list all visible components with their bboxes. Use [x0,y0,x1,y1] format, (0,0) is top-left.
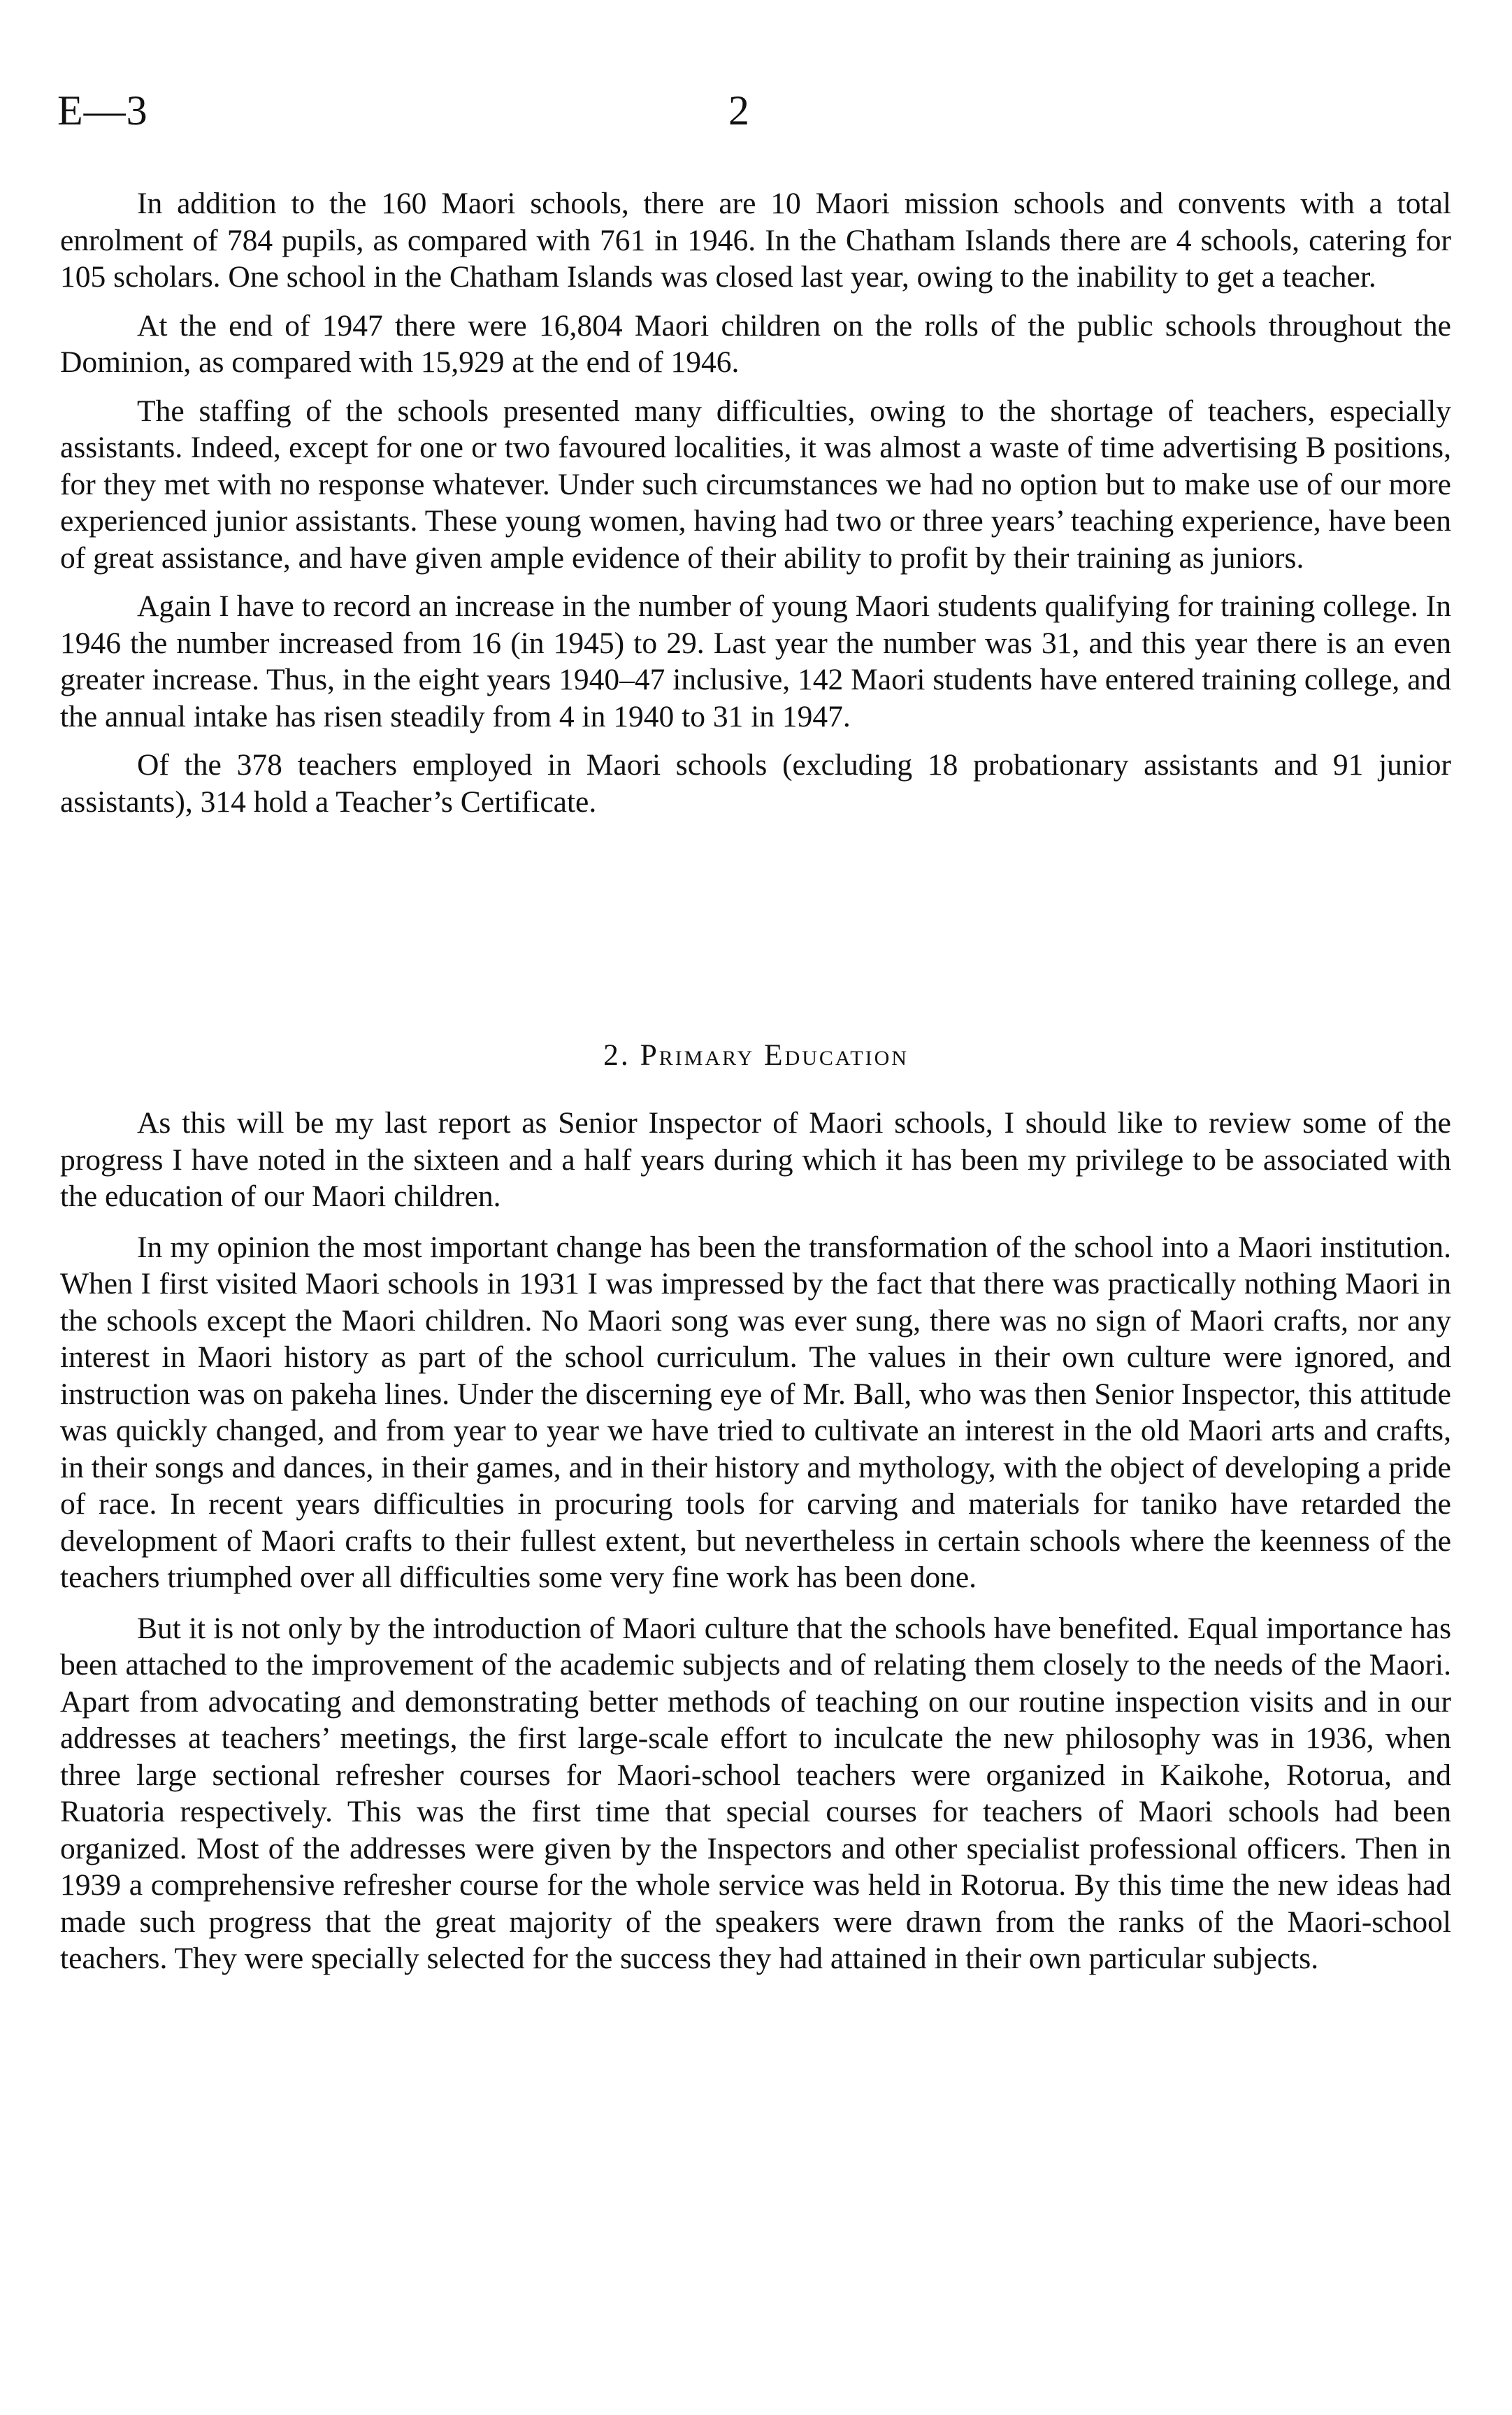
paragraph-staffing: The staffing of the schools presented many difficulties, owing to the shortage of teachers, especially assistants. Indeed, except for one or two favoured localities, it was almost a waste of time advertising B positions, for they met with no response whatever. Under such circumstances we had no option but to make use of our more experienced junior assistants. These young women, having had two or three years’ teaching experience, have been of great assistance, and have given ample evidence of their ability to profit by their training as juniors. [60,394,1451,575]
primary-education-section [60,1105,1451,1977]
page-number: 2 [728,87,749,134]
paragraph-maori-institution: In my opinion the most important change has been the transformation of the school into a Maori institution. When I first visited Maori schools in 1931 I was impressed by the fact that there was practically nothing Maori in the schools except the Maori children. No Maori song was ever sung, there was no sign of Maori crafts, nor any interest in Maori history as part of the school curriculum. The values in their own culture were ignored, and instruction was on pakeha lines. Under the discerning eye of Mr. Ball, who was then Senior Inspector, this attitude was quickly changed, and from year to year we have tried to cultivate an interest in the old Maori arts and crafts, in their songs and dances, in their games, and in their history and mythology, with the object of developing a pride of race. In recent years difficulties in procuring tools for carving and materials for taniko have retarded the development of Maori crafts to their fullest extent, but nevertheless in certain schools where the keenness of the teachers triumphed over all difficulties some very fine work has been done. [60,1230,1451,1594]
report-reference: E—3 [57,87,148,134]
paragraph-mission-schools: In addition to the 160 Maori schools, there are 10 Maori mission schools and convents with a total enrolment of 784 pupils, as compared with 761 in 1946. In the Chatham Islands there are 4 schools, catering for 105 scholars. One school in the Chatham Islands was closed last year, owing to the inability to get a teacher. [60,187,1451,294]
paragraph-teacher-certificates: Of the 378 teachers employed in Maori schools (excluding 18 probationary assistants and 91 junior assistants), 314 hold a Teacher’s Certificate. [60,748,1451,819]
paragraph-public-school-rolls: At the end of 1947 there were 16,804 Maori children on the rolls of the public schools throughout the Dominion, as compared with 15,929 at the end of 1946. [60,308,1451,379]
paragraph-last-report: As this will be my last report as Senior Inspector of Maori schools, I should like to review some of the progress I have noted in the sixteen and a half years during which it has been my privilege to be associated with the education of our Maori children. [60,1106,1451,1213]
section-heading: 2. Primary Education [603,1038,909,1072]
paragraph-training-college: Again I have to record an increase in the number of young Maori students qualifying for training college. In 1946 the number increased from 16 (in 1945) to 29. Last year the number was 31, and this year there is an even greater increase. Thus, in the eight years 1940–47 inclusive, 142 Maori students have entered training college, and the annual intake has risen steadily from 4 in 1940 to 31 in 1947. [60,589,1451,733]
intro-section [60,185,1451,820]
paragraph-refresher-courses: But it is not only by the introduction of Maori culture that the schools have benefited. Equal importance has been attached to the improvement of the academic subjects and of relating them closely to the needs of the Maori. Apart from advocating and demonstrating better methods of teaching on our routine inspection visits and in our addresses at teachers’ meetings, the first large-scale effort to inculcate the new philosophy was in 1936, when three large sectional refresher courses for Maori-school teachers were organized in Kaikohe, Rotorua, and Ruatoria respectively. This was the first time that special courses for teachers of Maori schools had been organized. Most of the addresses were given by the Inspectors and other specialist professional officers. Then in 1939 a comprehensive refresher course for the whole service was held in Rotorua. By this time the new ideas had made such progress that the great majority of the speakers were drawn from the ranks of the Maori-school teachers. They were specially selected for the success they had attained in their own particular subjects. [60,1611,1451,1975]
